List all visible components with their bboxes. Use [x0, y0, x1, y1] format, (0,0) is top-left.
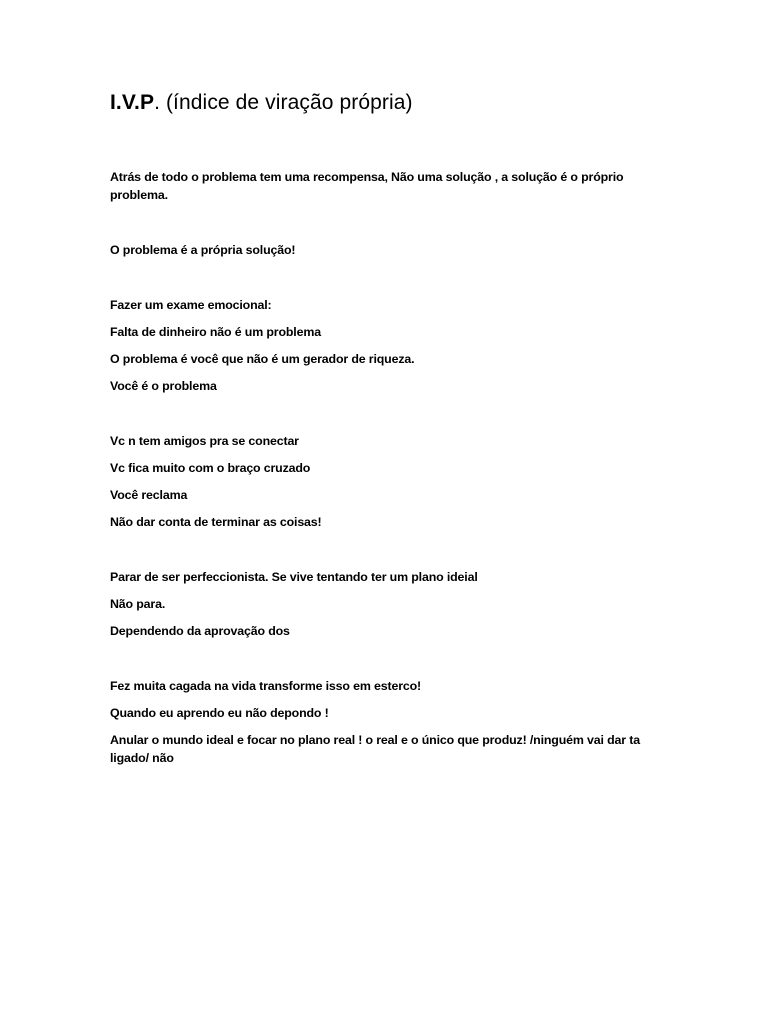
section-6: [110, 677, 670, 767]
paragraph: O problema é a própria solução!: [110, 243, 296, 257]
paragraph: Vc fica muito com o braço cruzado: [110, 461, 311, 475]
paragraph: Fazer um exame emocional:: [110, 298, 272, 312]
paragraph: Você é o problema: [110, 379, 217, 393]
paragraph: Não para.: [110, 597, 166, 611]
paragraph: Fez muita cagada na vida transforme isso em esterco!: [110, 679, 422, 693]
title-description: . (índice de viração própria): [154, 91, 413, 114]
section-2: [110, 241, 670, 259]
paragraph: Anular o mundo ideal e focar no plano real ! o real e o único que produz! /ninguém vai dar ta ligado/ não: [110, 733, 640, 765]
paragraph: Não dar conta de terminar as coisas!: [110, 515, 322, 529]
paragraph: Falta de dinheiro não é um problema: [110, 325, 321, 339]
paragraph: O problema é você que não é um gerador de riqueza.: [110, 352, 415, 366]
paragraph: Dependendo da aprovação dos: [110, 624, 290, 638]
section-5: [110, 568, 670, 640]
paragraph: Vc n tem amigos pra se conectar: [110, 434, 299, 448]
document-title: [110, 88, 670, 118]
paragraph: Atrás de todo o problema tem uma recompensa, Não uma solução , a solução é o próprio problema.: [110, 170, 624, 202]
section-4: [110, 432, 670, 531]
title-acronym: I.V.P: [110, 91, 155, 114]
paragraph: Quando eu aprendo eu não depondo !: [110, 706, 329, 720]
section-3: [110, 296, 670, 395]
section-1: [110, 168, 670, 204]
paragraph: Parar de ser perfeccionista. Se vive tentando ter um plano ideial: [110, 570, 478, 584]
document-body: [110, 88, 670, 776]
paragraph: Você reclama: [110, 488, 188, 502]
